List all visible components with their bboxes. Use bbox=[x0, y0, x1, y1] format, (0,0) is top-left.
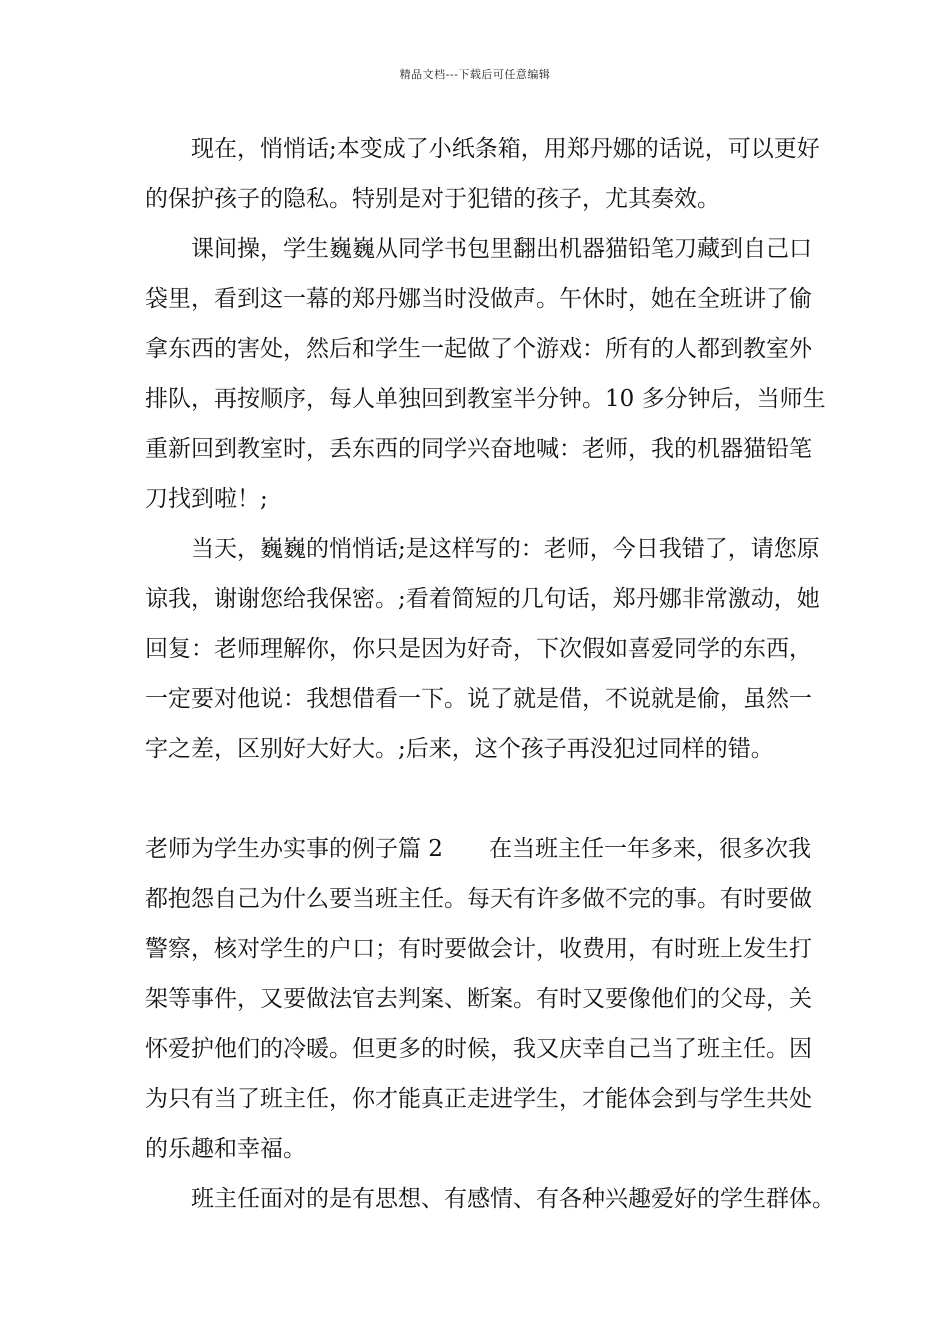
text-line: 谅我，谢谢您给我保密。;看着简短的几句话，郑丹娜非常激动，她 bbox=[145, 586, 820, 612]
text-line: 一定要对他说：我想借看一下。说了就是借，不说就是偷，虽然一 bbox=[145, 686, 812, 712]
text-line: 拿东西的害处，然后和学生一起做了个游戏：所有的人都到教室外 bbox=[145, 336, 812, 362]
text-line: 课间操，学生巍巍从同学书包里翻出机器猫铅笔刀藏到自己口 bbox=[191, 236, 812, 262]
text-line: 当天，巍巍的悄悄话;是这样写的：老师，今日我错了，请您原 bbox=[191, 536, 820, 562]
paragraph bbox=[145, 224, 825, 524]
text-line: 老师为学生办实事的例子篇 2 在当班主任一年多来，很多次我 bbox=[145, 836, 811, 862]
text-line: 回复：老师理解你，你只是因为好奇，下次假如喜爱同学的东西， bbox=[145, 636, 812, 662]
text-line: 重新回到教室时，丢东西的同学兴奋地喊：老师，我的机器猫铅笔 bbox=[145, 436, 812, 462]
paragraph bbox=[145, 824, 825, 1174]
text-line: 都抱怨自己为什么要当班主任。每天有许多做不完的事。有时要做 bbox=[145, 886, 812, 912]
text-line: 袋里，看到这一幕的郑丹娜当时没做声。午休时，她在全班讲了偷 bbox=[145, 286, 812, 312]
text-line: 怀爱护他们的冷暖。但更多的时候，我又庆幸自己当了班主任。因 bbox=[145, 1036, 812, 1062]
text-line: 班主任面对的是有思想、有感情、有各种兴趣爱好的学生群体。 bbox=[191, 1186, 835, 1212]
text-line: 的乐趣和幸福。 bbox=[145, 1136, 306, 1162]
text-line: 的保护孩子的隐私。特别是对于犯错的孩子，尤其奏效。 bbox=[145, 186, 720, 212]
text-line: 现在，悄悄话;本变成了小纸条箱，用郑丹娜的话说，可以更好 bbox=[191, 136, 820, 162]
paragraph bbox=[145, 124, 825, 224]
text-line: 刀找到啦！; bbox=[145, 486, 268, 512]
text-line: 架等事件，又要做法官去判案、断案。有时又要像他们的父母，关 bbox=[145, 986, 812, 1012]
text-line: 排队，再按顺序，每人单独回到教室半分钟。10 多分钟后，当师生 bbox=[145, 386, 826, 412]
paragraph bbox=[145, 1174, 835, 1224]
text-line: 字之差，区别好大好大。;后来，这个孩子再没犯过同样的错。 bbox=[145, 736, 774, 762]
page-header: 精品文档---下载后可任意编辑 bbox=[399, 68, 551, 81]
text-line: 警察，核对学生的户口；有时要做会计，收费用，有时班上发生打 bbox=[145, 936, 812, 962]
text-line: 为只有当了班主任，你才能真正走进学生，才能体会到与学生共处 bbox=[145, 1086, 812, 1112]
paragraph bbox=[145, 524, 825, 774]
